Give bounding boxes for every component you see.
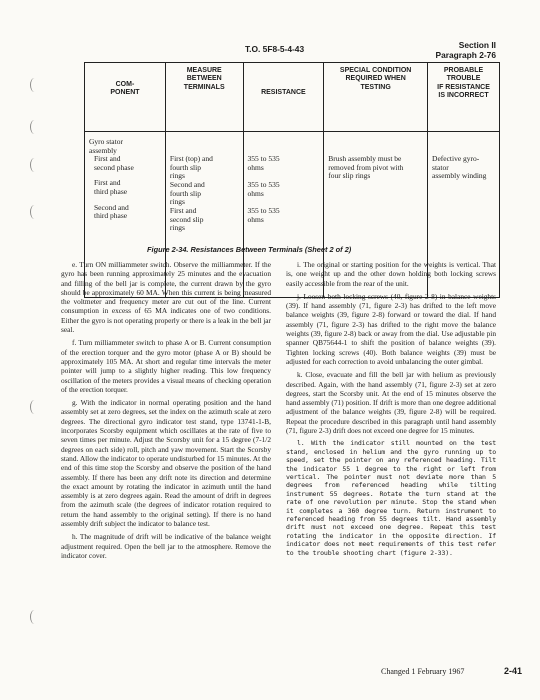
right-column [286, 260, 496, 561]
header-probable-trouble: PROBABLE TROUBLE IF RESISTANCE IS INCORRECT [428, 63, 500, 132]
margin-mark [30, 610, 39, 624]
resistance-value: 355 to 535 ohms [247, 206, 280, 224]
special-condition-cell: Brush assembly must be removed from pivot with four slip rings [324, 132, 428, 298]
resistance-value: 355 to 535 ohms [247, 154, 280, 172]
margin-mark [30, 205, 39, 219]
terminal-pair: First and second slip rings [169, 206, 204, 233]
margin-mark [30, 78, 39, 92]
component-phase: Second and third phase [94, 202, 129, 221]
change-date: Changed 1 February 1967 [381, 667, 465, 676]
paragraph-label: Paragraph 2-76 [435, 50, 496, 60]
margin-mark [30, 120, 39, 134]
document-id: T.O. 5F8-5-4-43 [245, 44, 305, 54]
paragraph-h: h. The magnitude of drift will be indicative of the balance weight adjustment required. Open the bell jar to the atmosphere. Remove the indicator cover. [61, 532, 271, 560]
component-title: Gyro stator assembly [89, 137, 123, 155]
paragraph-e: e. Turn ON milliammeter switch. Observe the milliammeter. If the gyro has been running approximately 25 minutes and the evacuation and filling of the bell jar is complete, the current drawn by the gyro should be approximately 60 MA. When this current is being measured the voltmeter and frequency meter are cut out of the line. Current consumption in excess of 65 MA indicates one of two conditions. Either the gyro is not operating properly or there is a leak in the bell jar seal. [61, 260, 271, 335]
probable-trouble-cell: Defective gyro-stator assembly winding [428, 132, 500, 298]
paragraph-j: j. Loosen both locking screws (40, figure 2-8) in balance weights (39). If hand assembly (71, figure 2-3) has drifted to the left move balance weights (39, figure 2-8) forward or toward the dial. If hand assembly (71, figure 2-3) has drifted to the right move the balance weights (39, figure 2-8) back or away from the dial. Use adjustable pin spanner QB75644-1 to shift the position of balance weights (39). Tighten locking screws (40). Both balance weights (39) must be adjusted for each correction to avoid unbalancing the outer gimbal. [286, 291, 496, 366]
resistance-value: 355 to 535 ohms [247, 180, 280, 198]
paragraph-f: f. Turn milliammeter switch to phase A or B. Current consumption of the erection torquer and the gyro motor (phase A or B) should be approximately 105 MA. At short and regular time intervals the meter pointer will jump to a slightly higher reading. This low frequency oscillation of the meters provides a visual means of checking operation of the erection torquer. [61, 338, 271, 394]
table-header-row [85, 63, 500, 132]
margin-mark [30, 400, 39, 414]
section-label: Section II [458, 40, 496, 50]
paragraph-g: g. With the indicator in normal operating position and the hand assembly set at zero degrees, set the index on the azimuth scale at zero degrees. The directional gyro indicator test stand, type 13741-1-B, incorporates Scorsby equipment which oscillates at the rate of five to seven times per minute. Adjust the Scorsby unit for a 15 degree (7-1/2 degrees on each side) roll, pitch and yaw movement. Start the Scorsby stand. Allow the indicator to operate undisturbed for 15 minutes. At the end of this time stop the Scorsby and observe the position of the hand assembly. If there has been any drift note its direction and determine the exact amount by rotating the indicator in azimuth until the hand assembly is at zero degrees again. Read the amount of drift in degrees from the azimuth scale (the degrees of indicator rotation required to return the hand assembly to the original setting). If there is no hand assembly drift subject the indicator to balance test. [61, 398, 271, 529]
header-measure: MEASURE BETWEEN TERMINALS [165, 63, 243, 132]
paragraph-i: i. The original or starting position for the weights is vertical. That is, one weight up and the other down holding both locking screws easily accessible from the rear of the unit. [286, 260, 496, 288]
header-resistance: RESISTANCE [243, 63, 324, 132]
paragraph-l: l. With the indicator still mounted on the test stand, enclosed in helium and the gyro running up to speed, set the pointer on any referenced heading. Tilt the indicator 55 1 degree to the right or left from vertical. The pointer must not deviate more than 5 degrees from referenced heading while tilting instrument 55 degrees. Rotate the turn stand at the rate of one revolution per minute. Stop the stand when it completes a 360 degree turn. Return instrument to referenced heading from 55 degrees tilt. Hand assembly drift must not exceed one degree. Repeat this test rotating the indicator in the opposite direction. If indicator does not meet requirements of this test refer to the trouble shooting chart (figure 2-33). [286, 439, 496, 557]
header-component: COM- PONENT [85, 63, 166, 132]
component-phase: First and third phase [94, 178, 128, 196]
figure-caption: Figure 2-34. Resistances Between Terminals (Sheet 2 of 2) [147, 245, 352, 254]
terminal-pair: Second and fourth slip rings [169, 180, 205, 207]
terminal-pair: First (top) and fourth slip rings [169, 154, 213, 181]
margin-mark [30, 158, 39, 172]
header-special-condition: SPECIAL CONDITION REQUIRED WHEN TESTING [324, 63, 428, 132]
section-header [435, 40, 496, 60]
page-number: 2-41 [504, 666, 523, 676]
paragraph-k: k. Close, evacuate and fill the bell jar with helium as previously described. Again, with the hand assembly (71, figure 2-3) set at zero degrees, start the Scorsby unit. At the end of 15 minutes observe the hand assembly (71) position. If drift is more than one degree additional adjustment of the balance weights (39, figure 2-8) will be required. Repeat the procedure described in this paragraph until hand assembly (71, figure 2-3) drift does not exceed one degree for 15 minutes. [286, 370, 496, 436]
component-phase: First and second phase [94, 154, 134, 172]
left-column [61, 260, 271, 564]
